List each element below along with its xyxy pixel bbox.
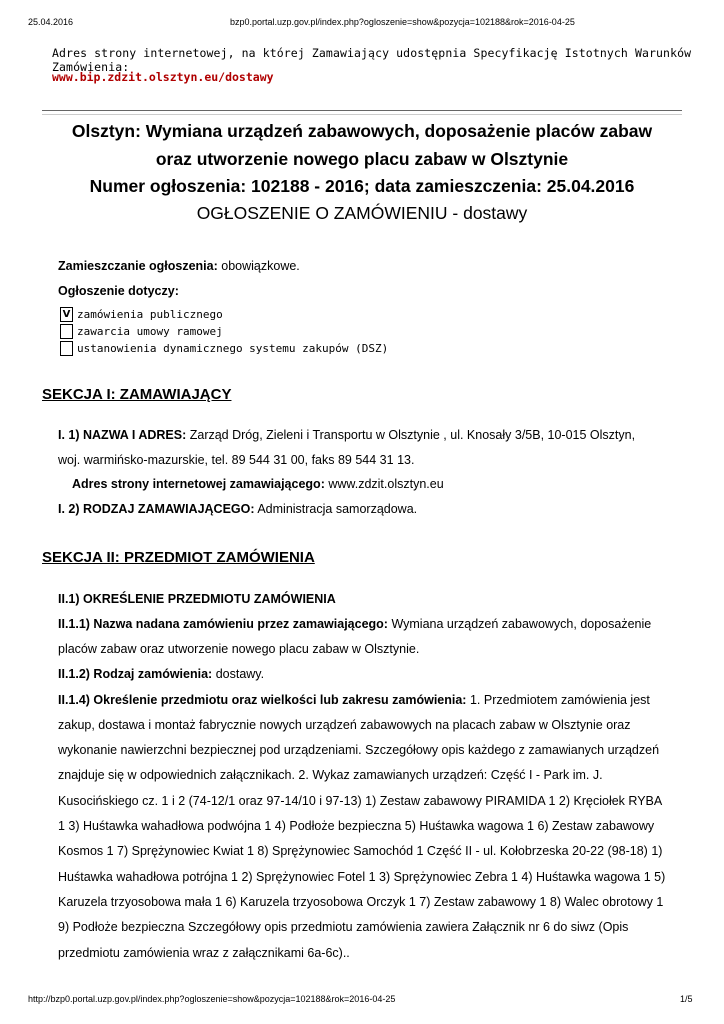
notice-number-line: Numer ogłoszenia: 102188 - 2016; data zamieszczenia: 25.04.2016 (89, 176, 635, 196)
scope-line: Karuzela trzyosobowa mała 1 6) Karuzela trzyosobowa Orczyk 1 7) Zestaw zabawowy 1 8) Walec obrotowy 1 (58, 895, 664, 909)
page-number: 1/5 (680, 994, 693, 1004)
authority-type-row (58, 497, 417, 523)
checkbox-checked: V (60, 307, 73, 322)
page-title-line-2: oraz utworzenie nowego placu zabaw w Olsztynie (155, 149, 569, 169)
siwz-link[interactable]: www.bip.zdzit.olsztyn.eu/dostawy (52, 70, 274, 84)
contracting-authority-name (58, 423, 635, 449)
contract-name-label: II.1.1) Nazwa nadana zamówieniu przez zamawiającego: (58, 617, 388, 631)
name-value: Zarząd Dróg, Zieleni i Transportu w Olsztynie , ul. Knosały 3/5B, 10-015 Olsztyn, (189, 428, 636, 442)
scope-line: Kosmos 1 7) Sprężynowiec Kwiat 1 8) Sprężynowiec Samochód 1 Część II - ul. Kołobrzeska 20-22 (98-18) 1) (58, 844, 663, 858)
website-value: www.zdzit.olsztyn.eu (328, 477, 444, 491)
divider (42, 110, 682, 115)
scope-first: 1. Przedmiotem zamówienia jest (469, 693, 650, 707)
option-label: ustanowienia dynamicznego systemu zakupów (DSZ) (77, 342, 389, 355)
scope-row (58, 688, 650, 714)
contracting-authority-address: woj. warmińsko-mazurskie, tel. 89 544 31 00, faks 89 544 31 13. (58, 453, 415, 467)
scope-line: 1 3) Huśtawka wahadłowa podwójna 1 4) Podłoże bezpieczna 5) Huśtawka wagowa 1 6) Zestaw zabawowy (58, 819, 655, 833)
checkbox-empty (60, 324, 73, 339)
type-label: I. 2) RODZAJ ZAMAWIAJĄCEGO: (58, 502, 255, 516)
placement-label: Zamieszczanie ogłoszenia: (58, 259, 218, 273)
placement-value: obowiązkowe. (221, 259, 300, 273)
authority-website-row (72, 472, 444, 498)
notice-type: OGŁOSZENIE O ZAMÓWIENIU - dostawy (196, 203, 528, 223)
page-title-line-1: Olsztyn: Wymiana urządzeń zabawowych, doposażenie placów zabaw (71, 121, 653, 141)
scope-line: 9) Podłoże bezpieczna Szczegółowy opis przedmiotu zamówienia zawiera Załącznik nr 6 do siwz (Opis (58, 920, 629, 934)
option-public-procurement (60, 306, 223, 323)
placement-row (58, 254, 300, 280)
contract-kind-label: II.1.2) Rodzaj zamówienia: (58, 667, 213, 681)
subject-subheading: II.1) OKREŚLENIE PRZEDMIOTU ZAMÓWIENIA (58, 592, 336, 606)
scope-line: znajduje się w odpowiednich załącznikach. 2. Wykaz zamawianych urządzeń: Część I - Park im. J. (58, 768, 603, 782)
scope-line: Kusocińskiego cz. 1 i 2 (74-12/1 oraz 97-14/10 i 97-13) 1) Zestaw zabawowy PIRAMIDA 1 2) Kręciołek RYBA (58, 794, 663, 808)
scope-line: zakup, dostawa i montaż fabrycznie nowych urządzeń zabawowych na placach zabaw w Olsztynie oraz (58, 718, 631, 732)
type-value: Administracja samorządowa. (257, 502, 418, 516)
website-label: Adres strony internetowej zamawiającego: (72, 477, 325, 491)
print-date: 25.04.2016 (28, 17, 74, 27)
print-url: bzp0.portal.uzp.gov.pl/index.php?ogloszenie=show&pozycja=102188&rok=2016-04-25 (230, 17, 575, 27)
option-framework-agreement (60, 323, 223, 340)
option-dsz (60, 340, 388, 357)
contract-kind-value: dostawy. (215, 667, 265, 681)
contract-name-value: Wymiana urządzeń zabawowych, doposażenie (391, 617, 652, 631)
contract-kind-row (58, 662, 264, 688)
concerns-label: Ogłoszenie dotyczy: (58, 284, 179, 298)
scope-line: Huśtawka wahadłowa potrójna 1 2) Sprężynowiec Fotel 1 3) Sprężynowiec Zebra 1 4) Huśtawka wagowa 1 5) (58, 870, 666, 884)
scope-line: przedmiotu zamówienia wraz z załącznikami 6a-6c).. (58, 946, 350, 960)
print-footer-url: http://bzp0.portal.uzp.gov.pl/index.php?ogloszenie=show&pozycja=102188&rok=2016-04-25 (28, 994, 396, 1004)
scope-line: wykonanie nawierzchni bezpiecznej pod urządzeniami. Szczegółowy opis każdego z zamawianych urządzeń (58, 743, 660, 757)
siwz-intro-text: Adres strony internetowej, na której Zamawiający udostępnia Specyfikację Istotnych Warunków Zamówienia: (52, 46, 692, 74)
section-2-heading: SEKCJA II: PRZEDMIOT ZAMÓWIENIA (42, 549, 315, 566)
option-label: zamówienia publicznego (77, 308, 223, 321)
checkbox-empty (60, 341, 73, 356)
contract-name-row (58, 612, 651, 638)
option-label: zawarcia umowy ramowej (77, 325, 223, 338)
section-1-heading: SEKCJA I: ZAMAWIAJĄCY (42, 386, 232, 403)
name-label: I. 1) NAZWA I ADRES: (58, 428, 187, 442)
scope-label: II.1.4) Określenie przedmiotu oraz wielkości lub zakresu zamówienia: (58, 693, 467, 707)
contract-name-cont: placów zabaw oraz utworzenie nowego placu zabaw w Olsztynie. (58, 642, 420, 656)
